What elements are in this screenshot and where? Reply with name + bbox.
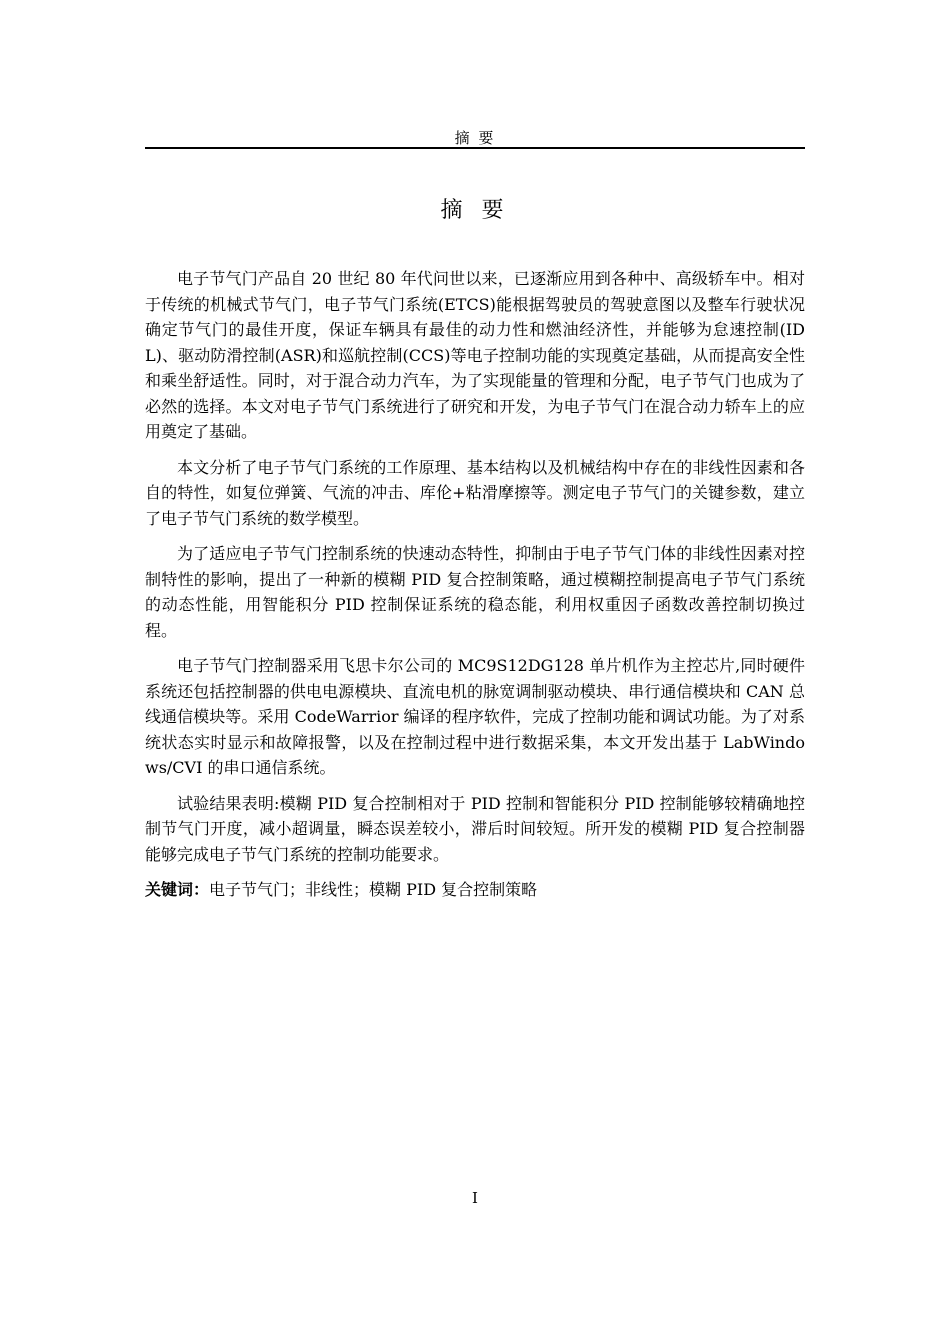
page-title: 摘 要 <box>440 198 510 223</box>
abstract-body <box>145 266 805 902</box>
keywords-line <box>145 877 805 902</box>
running-header: 摘 要 <box>454 129 496 147</box>
abstract-paragraph-5: 试验结果表明:模糊 PID 复合控制相对于 PID 控制和智能积分 PID 控制能够较精确地控制节气门开度，减小超调量，瞬态误差较小，滞后时间较短。所开发的模糊 PID 复合控制器能够完成电子节气门系统的控制功能要求。 <box>145 793 805 864</box>
abstract-paragraph-1: 电子节气门产品自 20 世纪 80 年代问世以来，已逐渐应用到各种中、高级轿车中。相对于传统的机械式节气门，电子节气门系统(ETCS)能根据驾驶员的驾驶意图以及整车行驶状况确定节气门的最佳开度，保证车辆具有最佳的动力性和燃油经济性，并能够为怠速控制(IDL)、驱动防滑控制(ASR)和巡航控制(CCS)等电子控制功能的实现奠定基础，从而提高安全性和乘坐舒适性。同时，对于混合动力汽车，为了实现能量的管理和分配，电子节气门也成为了必然的选择。本文对电子节气门系统进行了研究和开发，为电子节气门在混合动力轿车上的应用奠定了基础。 <box>145 269 805 441</box>
abstract-paragraph-3: 为了适应电子节气门控制系统的快速动态特性，抑制由于电子节气门体的非线性因素对控制特性的影响，提出了一种新的模糊 PID 复合控制策略，通过模糊控制提高电子节气门系统的动态性能，用智能积分 PID 控制保证系统的稳态能，利用权重因子函数改善控制切换过程。 <box>145 544 805 640</box>
abstract-paragraph-2: 本文分析了电子节气门系统的工作原理、基本结构以及机械结构中存在的非线性因素和各自的特性，如复位弹簧、气流的冲击、库伦+粘滑摩擦等。测定电子节气门的关键参数，建立了电子节气门系统的数学模型。 <box>145 457 805 528</box>
keywords-label: 关键词： <box>145 880 210 899</box>
header-divider <box>145 147 805 149</box>
page-number: I <box>472 1189 478 1207</box>
keywords-text: 电子节气门；非线性；模糊 PID 复合控制策略 <box>209 880 538 899</box>
abstract-paragraph-4: 电子节气门控制器采用飞思卡尔公司的 MC9S12DG128 单片机作为主控芯片,同时硬件系统还包括控制器的供电电源模块、直流电机的脉宽调制驱动模块、串行通信模块和 CAN 总线通信模块等。采用 CodeWarrior 编译的程序软件，完成了控制功能和调试功能。为了对系统状态实时显示和故障报警，以及在控制过程中进行数据采集，本文开发出基于 LabWindows/CVI 的串口通信系统。 <box>145 656 805 777</box>
